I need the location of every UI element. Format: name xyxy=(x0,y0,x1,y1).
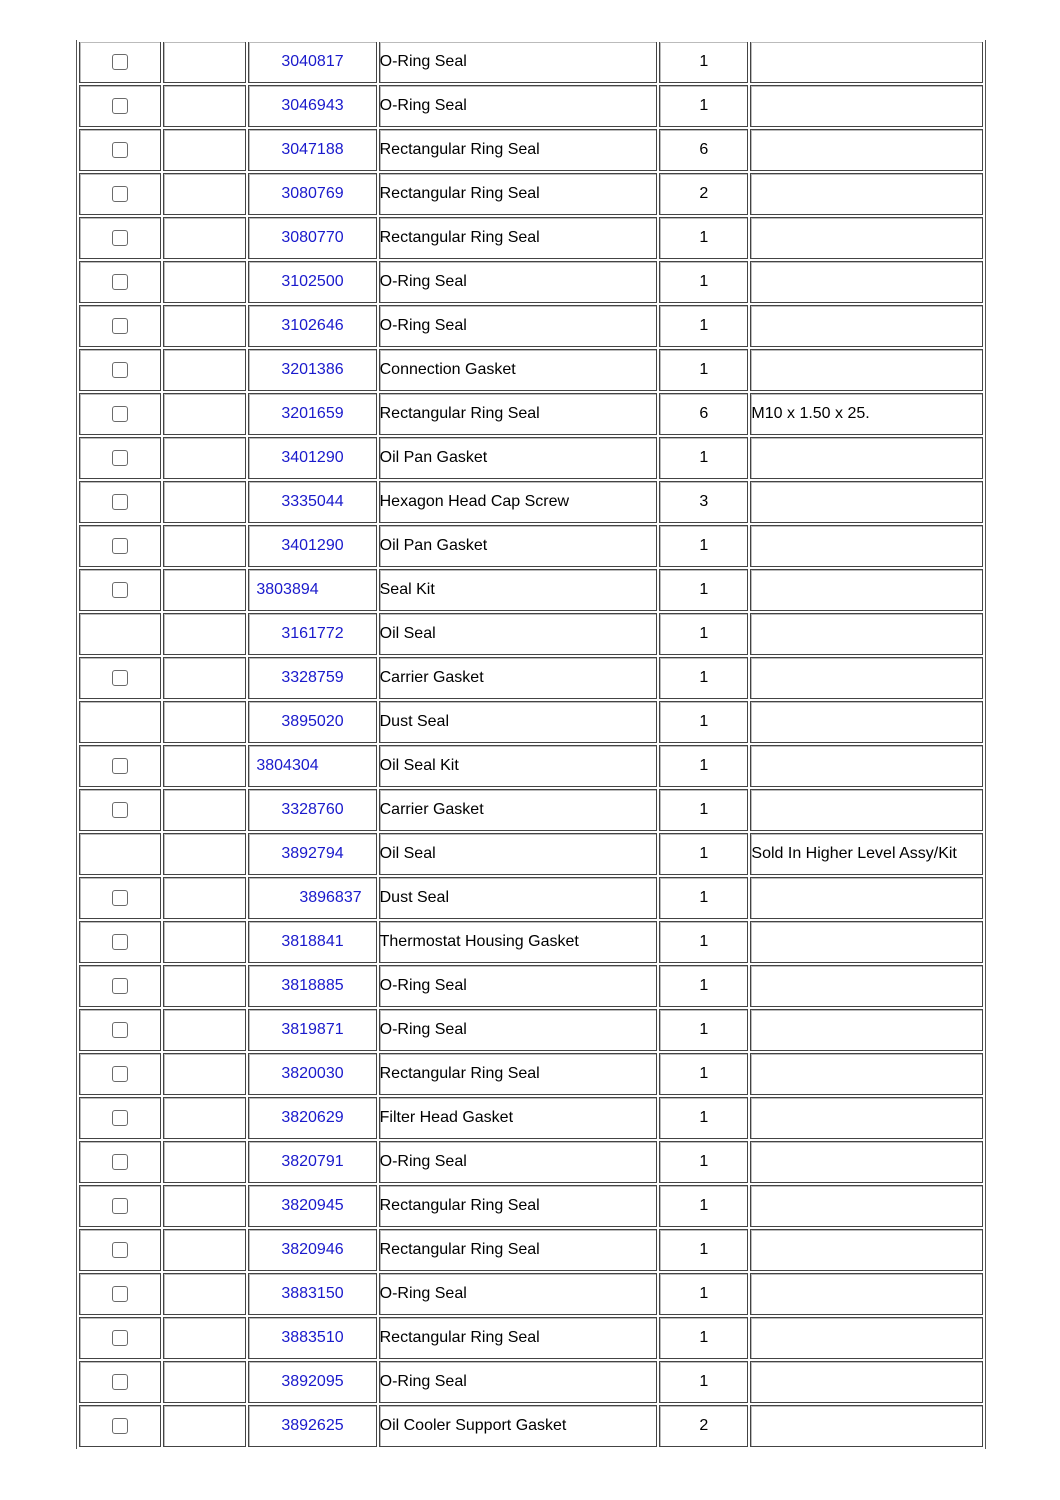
select-checkbox[interactable] xyxy=(112,186,128,202)
part-quantity: 3 xyxy=(659,481,748,523)
select-cell xyxy=(79,1317,161,1359)
part-remarks xyxy=(750,921,983,963)
part-number-cell xyxy=(248,789,376,831)
table-row xyxy=(79,129,983,171)
table-row xyxy=(79,437,983,479)
part-description: Seal Kit xyxy=(379,569,658,611)
part-number-link[interactable]: 3818885 xyxy=(281,977,344,994)
part-description: Hexagon Head Cap Screw xyxy=(379,481,658,523)
select-cell xyxy=(79,1361,161,1403)
part-number-link[interactable]: 3895020 xyxy=(281,713,344,730)
part-quantity: 1 xyxy=(659,569,748,611)
part-number-link[interactable]: 3803894 xyxy=(256,581,319,598)
select-checkbox[interactable] xyxy=(112,1198,128,1214)
blank-cell xyxy=(163,217,246,259)
table-row xyxy=(79,569,983,611)
part-description: Dust Seal xyxy=(379,701,658,743)
table-row xyxy=(79,877,983,919)
blank-cell xyxy=(163,613,246,655)
select-cell xyxy=(79,1141,161,1183)
select-cell xyxy=(79,481,161,523)
part-quantity: 1 xyxy=(659,437,748,479)
part-remarks xyxy=(750,1229,983,1271)
blank-cell xyxy=(163,305,246,347)
table-row xyxy=(79,965,983,1007)
select-cell xyxy=(79,437,161,479)
part-description: Connection Gasket xyxy=(379,349,658,391)
select-checkbox[interactable] xyxy=(112,318,128,334)
part-remarks xyxy=(750,1097,983,1139)
part-remarks xyxy=(750,965,983,1007)
blank-cell xyxy=(163,1053,246,1095)
part-number-link[interactable]: 3892625 xyxy=(281,1417,344,1434)
select-cell xyxy=(79,921,161,963)
part-number-cell xyxy=(248,1361,376,1403)
part-quantity: 6 xyxy=(659,393,748,435)
blank-cell xyxy=(163,1273,246,1315)
part-quantity: 1 xyxy=(659,965,748,1007)
blank-cell xyxy=(163,1361,246,1403)
blank-cell xyxy=(163,965,246,1007)
part-number-cell xyxy=(248,833,376,875)
part-number-cell xyxy=(248,261,376,303)
part-remarks xyxy=(750,42,983,83)
part-number-link[interactable]: 3401290 xyxy=(281,537,344,554)
blank-cell xyxy=(163,261,246,303)
part-quantity: 1 xyxy=(659,525,748,567)
table-row xyxy=(79,1141,983,1183)
part-quantity: 1 xyxy=(659,1053,748,1095)
blank-cell xyxy=(163,877,246,919)
select-checkbox[interactable] xyxy=(112,978,128,994)
part-remarks xyxy=(750,305,983,347)
part-number-link[interactable]: 3820030 xyxy=(281,1065,344,1082)
part-number-cell xyxy=(248,1053,376,1095)
part-quantity: 1 xyxy=(659,701,748,743)
blank-cell xyxy=(163,85,246,127)
table-row xyxy=(79,789,983,831)
part-remarks xyxy=(750,349,983,391)
blank-cell xyxy=(163,349,246,391)
part-description: O-Ring Seal xyxy=(379,261,658,303)
part-quantity: 1 xyxy=(659,833,748,875)
select-checkbox[interactable] xyxy=(112,1110,128,1126)
part-remarks xyxy=(750,173,983,215)
blank-cell xyxy=(163,569,246,611)
select-checkbox[interactable] xyxy=(112,890,128,906)
part-quantity: 1 xyxy=(659,42,748,83)
part-quantity: 1 xyxy=(659,877,748,919)
part-description: Carrier Gasket xyxy=(379,789,658,831)
blank-cell xyxy=(163,42,246,83)
part-remarks xyxy=(750,437,983,479)
select-checkbox[interactable] xyxy=(112,450,128,466)
part-remarks xyxy=(750,217,983,259)
part-number-cell xyxy=(248,613,376,655)
blank-cell xyxy=(163,1009,246,1051)
select-checkbox[interactable] xyxy=(112,1330,128,1346)
select-checkbox[interactable] xyxy=(112,670,128,686)
part-quantity: 1 xyxy=(659,613,748,655)
part-remarks: Sold In Higher Level Assy/Kit xyxy=(750,833,983,875)
part-quantity: 1 xyxy=(659,1229,748,1271)
select-cell xyxy=(79,833,161,875)
part-description: O-Ring Seal xyxy=(379,1009,658,1051)
part-number-cell xyxy=(248,1097,376,1139)
blank-cell xyxy=(163,745,246,787)
select-cell xyxy=(79,525,161,567)
part-number-cell xyxy=(248,129,376,171)
part-description: Rectangular Ring Seal xyxy=(379,393,658,435)
part-number-cell xyxy=(248,877,376,919)
part-description: Oil Pan Gasket xyxy=(379,525,658,567)
part-quantity: 1 xyxy=(659,1009,748,1051)
select-cell xyxy=(79,85,161,127)
part-number-link[interactable]: 3328759 xyxy=(281,669,344,686)
part-description: Oil Pan Gasket xyxy=(379,437,658,479)
blank-cell xyxy=(163,525,246,567)
part-quantity: 1 xyxy=(659,305,748,347)
blank-cell xyxy=(163,1229,246,1271)
part-number-cell xyxy=(248,437,376,479)
table-row xyxy=(79,657,983,699)
select-cell xyxy=(79,217,161,259)
select-checkbox[interactable] xyxy=(112,274,128,290)
table-row xyxy=(79,217,983,259)
part-remarks xyxy=(750,1053,983,1095)
part-remarks xyxy=(750,129,983,171)
part-number-link[interactable]: 3896837 xyxy=(299,889,362,906)
part-remarks xyxy=(750,1361,983,1403)
part-quantity: 1 xyxy=(659,657,748,699)
part-description: O-Ring Seal xyxy=(379,42,658,83)
part-number-cell xyxy=(248,1229,376,1271)
part-description: Rectangular Ring Seal xyxy=(379,1317,658,1359)
part-description: Rectangular Ring Seal xyxy=(379,173,658,215)
part-number-cell xyxy=(248,393,376,435)
blank-cell xyxy=(163,1317,246,1359)
part-remarks xyxy=(750,613,983,655)
select-cell xyxy=(79,129,161,171)
table-row xyxy=(79,1361,983,1403)
select-cell xyxy=(79,657,161,699)
table-row xyxy=(79,701,983,743)
part-remarks xyxy=(750,877,983,919)
table-row xyxy=(79,42,983,83)
part-remarks: M10 x 1.50 x 25. xyxy=(750,393,983,435)
table-row xyxy=(79,1097,983,1139)
select-checkbox[interactable] xyxy=(112,1286,128,1302)
select-checkbox[interactable] xyxy=(112,1154,128,1170)
part-number-link[interactable]: 3080769 xyxy=(281,185,344,202)
part-number-link[interactable]: 3102500 xyxy=(281,273,344,290)
part-number-cell xyxy=(248,745,376,787)
select-cell xyxy=(79,261,161,303)
part-remarks xyxy=(750,85,983,127)
part-number-cell xyxy=(248,965,376,1007)
part-description: Oil Seal xyxy=(379,833,658,875)
blank-cell xyxy=(163,173,246,215)
select-checkbox[interactable] xyxy=(112,406,128,422)
select-checkbox[interactable] xyxy=(112,142,128,158)
part-description: O-Ring Seal xyxy=(379,965,658,1007)
select-cell xyxy=(79,789,161,831)
select-checkbox[interactable] xyxy=(112,582,128,598)
blank-cell xyxy=(163,789,246,831)
select-cell xyxy=(79,305,161,347)
table-row xyxy=(79,481,983,523)
table-row xyxy=(79,1317,983,1359)
part-number-cell xyxy=(248,921,376,963)
part-remarks xyxy=(750,657,983,699)
blank-cell xyxy=(163,1185,246,1227)
blank-cell xyxy=(163,921,246,963)
part-number-link[interactable]: 3046943 xyxy=(281,97,344,114)
select-checkbox[interactable] xyxy=(112,934,128,950)
part-remarks xyxy=(750,745,983,787)
part-number-cell xyxy=(248,1273,376,1315)
part-quantity: 1 xyxy=(659,85,748,127)
select-cell xyxy=(79,1185,161,1227)
select-cell xyxy=(79,42,161,83)
part-description: Rectangular Ring Seal xyxy=(379,129,658,171)
part-quantity: 1 xyxy=(659,745,748,787)
select-checkbox[interactable] xyxy=(112,1066,128,1082)
table-row xyxy=(79,1405,983,1447)
part-quantity: 1 xyxy=(659,1097,748,1139)
part-remarks xyxy=(750,525,983,567)
part-number-link[interactable]: 3161772 xyxy=(281,625,344,642)
part-description: Oil Seal Kit xyxy=(379,745,658,787)
part-number-link[interactable]: 3883150 xyxy=(281,1285,344,1302)
select-cell xyxy=(79,965,161,1007)
part-description: Rectangular Ring Seal xyxy=(379,217,658,259)
part-quantity: 1 xyxy=(659,789,748,831)
part-quantity: 1 xyxy=(659,1317,748,1359)
part-number-link[interactable]: 3820791 xyxy=(281,1153,344,1170)
blank-cell xyxy=(163,437,246,479)
table-row xyxy=(79,305,983,347)
table-row xyxy=(79,1009,983,1051)
table-row xyxy=(79,393,983,435)
select-checkbox[interactable] xyxy=(112,1418,128,1434)
table-row xyxy=(79,525,983,567)
part-number-link[interactable]: 3820946 xyxy=(281,1241,344,1258)
part-description: O-Ring Seal xyxy=(379,1273,658,1315)
part-quantity: 1 xyxy=(659,921,748,963)
part-description: Rectangular Ring Seal xyxy=(379,1053,658,1095)
part-number-cell xyxy=(248,349,376,391)
part-description: Carrier Gasket xyxy=(379,657,658,699)
part-number-link[interactable]: 3883510 xyxy=(281,1329,344,1346)
part-number-cell xyxy=(248,481,376,523)
blank-cell xyxy=(163,1097,246,1139)
part-number-cell xyxy=(248,569,376,611)
blank-cell xyxy=(163,393,246,435)
part-number-cell xyxy=(248,657,376,699)
part-remarks xyxy=(750,701,983,743)
select-checkbox[interactable] xyxy=(112,802,128,818)
blank-cell xyxy=(163,481,246,523)
part-description: O-Ring Seal xyxy=(379,305,658,347)
table-row xyxy=(79,85,983,127)
part-description: Rectangular Ring Seal xyxy=(379,1229,658,1271)
part-description: Thermostat Housing Gasket xyxy=(379,921,658,963)
table-row xyxy=(79,261,983,303)
part-quantity: 1 xyxy=(659,1361,748,1403)
part-number-link[interactable]: 3328760 xyxy=(281,801,344,818)
part-number-cell xyxy=(248,1185,376,1227)
table-row xyxy=(79,833,983,875)
part-quantity: 2 xyxy=(659,173,748,215)
part-number-cell xyxy=(248,42,376,83)
part-description: O-Ring Seal xyxy=(379,1361,658,1403)
part-number-cell xyxy=(248,701,376,743)
part-description: O-Ring Seal xyxy=(379,85,658,127)
parts-table-body xyxy=(79,42,983,1447)
select-cell xyxy=(79,1009,161,1051)
table-row xyxy=(79,1229,983,1271)
part-quantity: 1 xyxy=(659,1185,748,1227)
part-number-cell xyxy=(248,1317,376,1359)
part-remarks xyxy=(750,1185,983,1227)
select-cell xyxy=(79,1273,161,1315)
select-checkbox[interactable] xyxy=(112,362,128,378)
part-remarks xyxy=(750,481,983,523)
part-number-link[interactable]: 3401290 xyxy=(281,449,344,466)
part-number-link[interactable]: 3080770 xyxy=(281,229,344,246)
select-checkbox[interactable] xyxy=(112,230,128,246)
select-cell xyxy=(79,1097,161,1139)
table-row xyxy=(79,745,983,787)
part-quantity: 6 xyxy=(659,129,748,171)
select-cell xyxy=(79,701,161,743)
select-cell xyxy=(79,1053,161,1095)
part-remarks xyxy=(750,569,983,611)
select-cell xyxy=(79,1405,161,1447)
select-checkbox[interactable] xyxy=(112,1022,128,1038)
select-checkbox[interactable] xyxy=(112,1242,128,1258)
part-number-link[interactable]: 3818841 xyxy=(281,933,344,950)
part-remarks xyxy=(750,261,983,303)
select-checkbox[interactable] xyxy=(112,494,128,510)
part-remarks xyxy=(750,789,983,831)
table-row xyxy=(79,1053,983,1095)
part-number-link[interactable]: 3201386 xyxy=(281,361,344,378)
select-checkbox[interactable] xyxy=(112,98,128,114)
select-checkbox[interactable] xyxy=(112,538,128,554)
part-number-cell xyxy=(248,173,376,215)
blank-cell xyxy=(163,1405,246,1447)
part-number-cell xyxy=(248,85,376,127)
part-number-cell xyxy=(248,217,376,259)
table-row xyxy=(79,613,983,655)
part-remarks xyxy=(750,1273,983,1315)
select-cell xyxy=(79,877,161,919)
table-row xyxy=(79,1273,983,1315)
part-remarks xyxy=(750,1405,983,1447)
part-remarks xyxy=(750,1141,983,1183)
part-number-link[interactable]: 3819871 xyxy=(281,1021,344,1038)
select-cell xyxy=(79,173,161,215)
blank-cell xyxy=(163,657,246,699)
parts-table xyxy=(76,40,986,1449)
blank-cell xyxy=(163,129,246,171)
table-row xyxy=(79,173,983,215)
part-number-link[interactable]: 3820629 xyxy=(281,1109,344,1126)
part-number-link[interactable]: 3201659 xyxy=(281,405,344,422)
select-cell xyxy=(79,349,161,391)
select-checkbox[interactable] xyxy=(112,758,128,774)
part-quantity: 1 xyxy=(659,349,748,391)
part-description: Dust Seal xyxy=(379,877,658,919)
part-number-link[interactable]: 3047188 xyxy=(281,141,344,158)
part-quantity: 1 xyxy=(659,217,748,259)
part-quantity: 1 xyxy=(659,261,748,303)
table-row xyxy=(79,1185,983,1227)
blank-cell xyxy=(163,833,246,875)
part-quantity: 2 xyxy=(659,1405,748,1447)
part-number-link[interactable]: 3892794 xyxy=(281,845,344,862)
part-description: Oil Cooler Support Gasket xyxy=(379,1405,658,1447)
part-description: Rectangular Ring Seal xyxy=(379,1185,658,1227)
part-number-cell xyxy=(248,1405,376,1447)
select-cell xyxy=(79,745,161,787)
select-cell xyxy=(79,1229,161,1271)
part-number-link[interactable]: 3102646 xyxy=(281,317,344,334)
part-quantity: 1 xyxy=(659,1273,748,1315)
blank-cell xyxy=(163,701,246,743)
part-description: O-Ring Seal xyxy=(379,1141,658,1183)
part-quantity: 1 xyxy=(659,1141,748,1183)
select-cell xyxy=(79,569,161,611)
part-number-cell xyxy=(248,525,376,567)
part-remarks xyxy=(750,1317,983,1359)
table-row xyxy=(79,921,983,963)
select-cell xyxy=(79,393,161,435)
select-checkbox[interactable] xyxy=(112,54,128,70)
part-description: Filter Head Gasket xyxy=(379,1097,658,1139)
part-number-link[interactable]: 3804304 xyxy=(256,757,319,774)
part-number-link[interactable]: 3892095 xyxy=(281,1373,344,1390)
part-remarks xyxy=(750,1009,983,1051)
part-number-link[interactable]: 3040817 xyxy=(281,53,344,70)
blank-cell xyxy=(163,1141,246,1183)
part-number-link[interactable]: 3820945 xyxy=(281,1197,344,1214)
part-description: Oil Seal xyxy=(379,613,658,655)
part-number-cell xyxy=(248,1141,376,1183)
select-cell xyxy=(79,613,161,655)
part-number-cell xyxy=(248,305,376,347)
table-row xyxy=(79,349,983,391)
part-number-cell xyxy=(248,1009,376,1051)
select-checkbox[interactable] xyxy=(112,1374,128,1390)
part-number-link[interactable]: 3335044 xyxy=(281,493,344,510)
